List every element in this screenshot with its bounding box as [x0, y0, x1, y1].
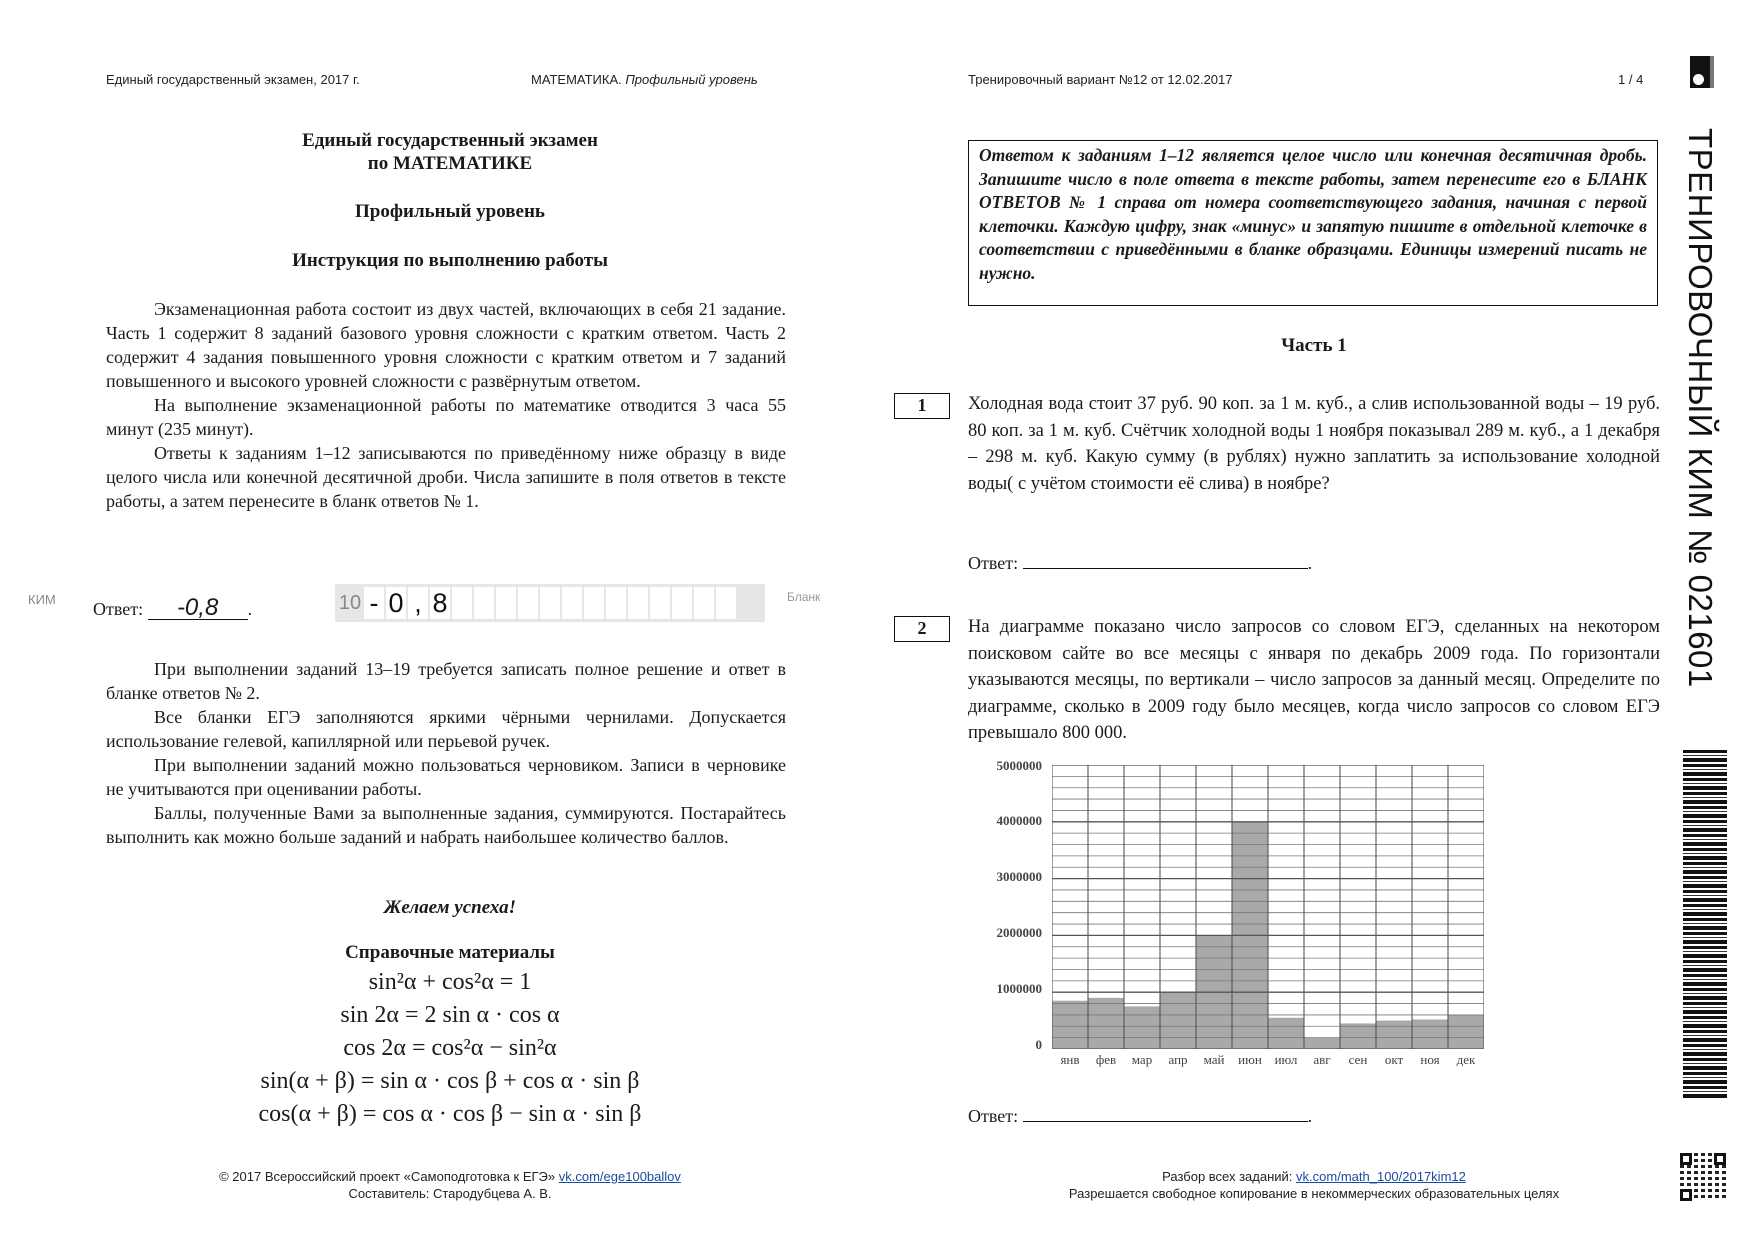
answer-cell: 0 [386, 587, 406, 619]
bar-авг [1304, 1038, 1340, 1049]
answer-cell [474, 587, 494, 619]
right-footer [968, 1168, 1660, 1202]
bar-фев [1088, 998, 1124, 1049]
task-2-answer-label: Ответ: [968, 1106, 1019, 1126]
chart-plot-area [1052, 765, 1484, 1049]
formula-list [90, 966, 810, 1131]
answer-cell: , [408, 587, 428, 619]
formula: cos(α + β) = cos α · cos β − sin α · sin β [258, 1101, 642, 1127]
task-2-text: На диаграмме показано число запросов со словом ЕГЭ, сделанных на некотором поисковом сайте во все месяцы с января по декабрь 2009 года. По горизонтали указываются месяцы, по вертикали – число запросов за данный месяц. Определите по диаграмме, сколько в 2009 году было месяцев, когда число запросов со словом ЕГЭ превышало 800 000. [968, 617, 1660, 743]
x-tick-label: дек [1456, 1052, 1476, 1067]
answer-cell: - [364, 587, 384, 619]
left-footer [90, 1168, 810, 1202]
answer-rules-box: Ответом к заданиям 1–12 является целое число или конечная десятичная дробь. Запишите число в поле ответа в тексте работы, затем перенесите его в БЛАНК ОТВЕТОВ № 1 справа от номера соответствующего задания, начиная с первой клеточки. Каждую цифру, знак «минус» и запятую пишите в отдельной клеточке в соответствии с приведёнными в бланке образцами. Единицы измерений писать не нужно. [968, 140, 1658, 306]
registration-mark-icon [1690, 56, 1714, 88]
x-tick-label: апр [1168, 1052, 1188, 1067]
author-text: Составитель: Стародубцева А. В. [348, 1186, 552, 1201]
instructions-paragraph: При выполнении заданий 13–19 требуется записать полное решение и ответ в бланке ответов № 2. [106, 659, 786, 703]
answer-cell [694, 587, 714, 619]
reference-heading: Справочные материалы [345, 942, 555, 963]
instructions-paragraph: Ответы к заданиям 1–12 записываются по приведённому ниже образцу в виде целого числа или конечной десятичной дроби. Числа запишите в поля ответов в тексте работы, а затем перенесите в бланк ответов № 1. [106, 443, 786, 511]
license-text: Разрешается свободное копирование в некоммерческих образовательных целях [1068, 1186, 1560, 1201]
bar-ноя [1412, 1019, 1448, 1049]
formula: sin(α + β) = sin α · cos β + cos α · sin β [260, 1068, 640, 1094]
sample-answer-value: -0,8 [148, 597, 248, 620]
bar-янв [1052, 1001, 1088, 1049]
instructions-top [106, 297, 786, 513]
instructions-paragraph: Баллы, полученные Вами за выполненные задания, суммируются. Постарайтесь выполнить как можно больше заданий и набрать наибольшее количество баллов. [106, 803, 786, 847]
answer-cell [584, 587, 604, 619]
bar-дек [1448, 1015, 1484, 1049]
solutions-text: Разбор всех заданий: [1162, 1169, 1293, 1184]
barcode-icon [1683, 750, 1727, 1100]
bar-мар [1124, 1006, 1160, 1049]
y-tick-label: 1000000 [996, 981, 1042, 996]
answer-cell [496, 587, 516, 619]
x-tick-label: ноя [1420, 1052, 1440, 1067]
level-heading: Профильный уровень [355, 201, 545, 222]
solutions-link[interactable]: vk.com/math_100/2017kim12 [1296, 1169, 1466, 1184]
blank-label: Бланк [787, 590, 821, 604]
instructions-paragraph: При выполнении заданий можно пользоваться черновиком. Записи в черновике не учитываются при оценивании работы. [106, 755, 786, 799]
y-tick-label: 0 [1035, 1037, 1042, 1052]
instructions-paragraph: Все бланки ЕГЭ заполняются яркими чёрными чернилами. Допускается использование гелевой, капиллярной или перьевой ручек. [106, 707, 786, 751]
formula: cos 2α = cos²α − sin²α [343, 1035, 557, 1061]
answer-cell [650, 587, 670, 619]
sample-answer: Ответ: -0,8 . [93, 594, 253, 621]
sample-answer-label: Ответ: [93, 599, 144, 619]
task-1-answer-label: Ответ: [968, 553, 1019, 573]
header-exam-year: Единый государственный экзамен, 2017 г. [106, 72, 360, 87]
answer-cell: 8 [430, 587, 450, 619]
doc-title-line1: Единый государственный экзамен [302, 130, 598, 151]
task-1-answer: Ответ: . [968, 553, 1313, 573]
answer-cell [452, 587, 472, 619]
header-variant: Тренировочный вариант №12 от 12.02.2017 [968, 72, 1233, 87]
x-tick-label: сен [1348, 1052, 1368, 1067]
qr-code-icon [1680, 1153, 1726, 1201]
header-subject-name: МАТЕМАТИКА. [531, 72, 622, 87]
copyright-text: © 2017 Всероссийский проект «Самоподготовка к ЕГЭ» [219, 1169, 556, 1184]
bar-апр [1160, 992, 1196, 1049]
doc-title-line2: по МАТЕМАТИКЕ [367, 153, 533, 174]
doc-title [90, 129, 810, 175]
instructions-paragraph: Экзаменационная работа состоит из двух частей, включающих в себя 21 задание. Часть 1 содержит 8 заданий базового уровня сложности с кратким ответом. Часть 2 содержит 4 задания повышенного уровня сложности с кратким ответом и 7 заданий повышенного и высокого уровней сложности с развёрнутым ответом. [106, 299, 786, 391]
sample-answer-cells [335, 584, 765, 622]
task-2-answer-field[interactable] [1023, 1105, 1308, 1122]
answer-cell [518, 587, 538, 619]
task-1-answer-field[interactable] [1023, 552, 1308, 569]
task-number-1: 1 [894, 393, 950, 419]
x-tick-label: окт [1384, 1052, 1404, 1067]
y-tick-label: 2000000 [996, 925, 1042, 940]
answer-cell [540, 587, 560, 619]
answer-cell [672, 587, 692, 619]
answer-cell [562, 587, 582, 619]
instructions-heading: Инструкция по выполнению работы [292, 250, 608, 271]
task-1-text: Холодная вода стоит 37 руб. 90 коп. за 1 м. куб., а слив использованной воды – 19 руб. 80 коп. за 1 м. куб. Счётчик холодной воды 1 ноября показывал 289 м. куб., а 1 декабря – 298 м. куб. Какую сумму (в рублях) нужно заплатить за использование холодной воды( с учётом стоимости её слива) в ноябре? [968, 394, 1660, 494]
bar-сен [1340, 1023, 1376, 1049]
task-number-2: 2 [894, 616, 950, 642]
formula: sin²α + cos²α = 1 [368, 969, 532, 995]
x-tick-label: авг [1313, 1052, 1331, 1067]
y-tick-label: 3000000 [996, 869, 1042, 884]
formula: sin 2α = 2 sin α · cos α [340, 1002, 560, 1028]
header-subject [531, 72, 758, 87]
y-tick-label: 5000000 [996, 758, 1042, 773]
answer-cell [628, 587, 648, 619]
cell-id: 10 [338, 592, 362, 614]
instructions-bottom [106, 657, 786, 849]
part-heading: Часть 1 [1281, 335, 1347, 356]
answer-cell [716, 587, 736, 619]
kim-label: КИМ [28, 592, 56, 607]
queries-bar-chart [970, 752, 1490, 1072]
vertical-kim-title [1670, 128, 1730, 718]
page-number: 1 / 4 [1618, 72, 1644, 87]
x-tick-label: июл [1274, 1052, 1298, 1067]
x-tick-label: янв [1060, 1052, 1080, 1067]
bar-июл [1268, 1018, 1304, 1049]
task-2-answer: Ответ: . [968, 1106, 1313, 1126]
bar-окт [1376, 1021, 1412, 1049]
answer-cell [606, 587, 626, 619]
x-tick-label: май [1203, 1052, 1225, 1067]
instructions-paragraph: На выполнение экзаменационной работы по математике отводится 3 часа 55 минут (235 минут). [106, 395, 786, 439]
header-subject-level: Профильный уровень [625, 72, 758, 87]
x-tick-label: мар [1131, 1052, 1153, 1067]
y-tick-label: 4000000 [996, 813, 1042, 828]
x-tick-label: июн [1238, 1052, 1262, 1067]
x-tick-label: фев [1095, 1052, 1117, 1067]
project-link[interactable]: vk.com/ege100ballov [558, 1169, 681, 1184]
wish-text: Желаем успеха! [383, 897, 517, 918]
vertical-kim-title-text: ТРЕНИРОВОЧНЫЙ КИМ № 021601 [1682, 128, 1719, 688]
